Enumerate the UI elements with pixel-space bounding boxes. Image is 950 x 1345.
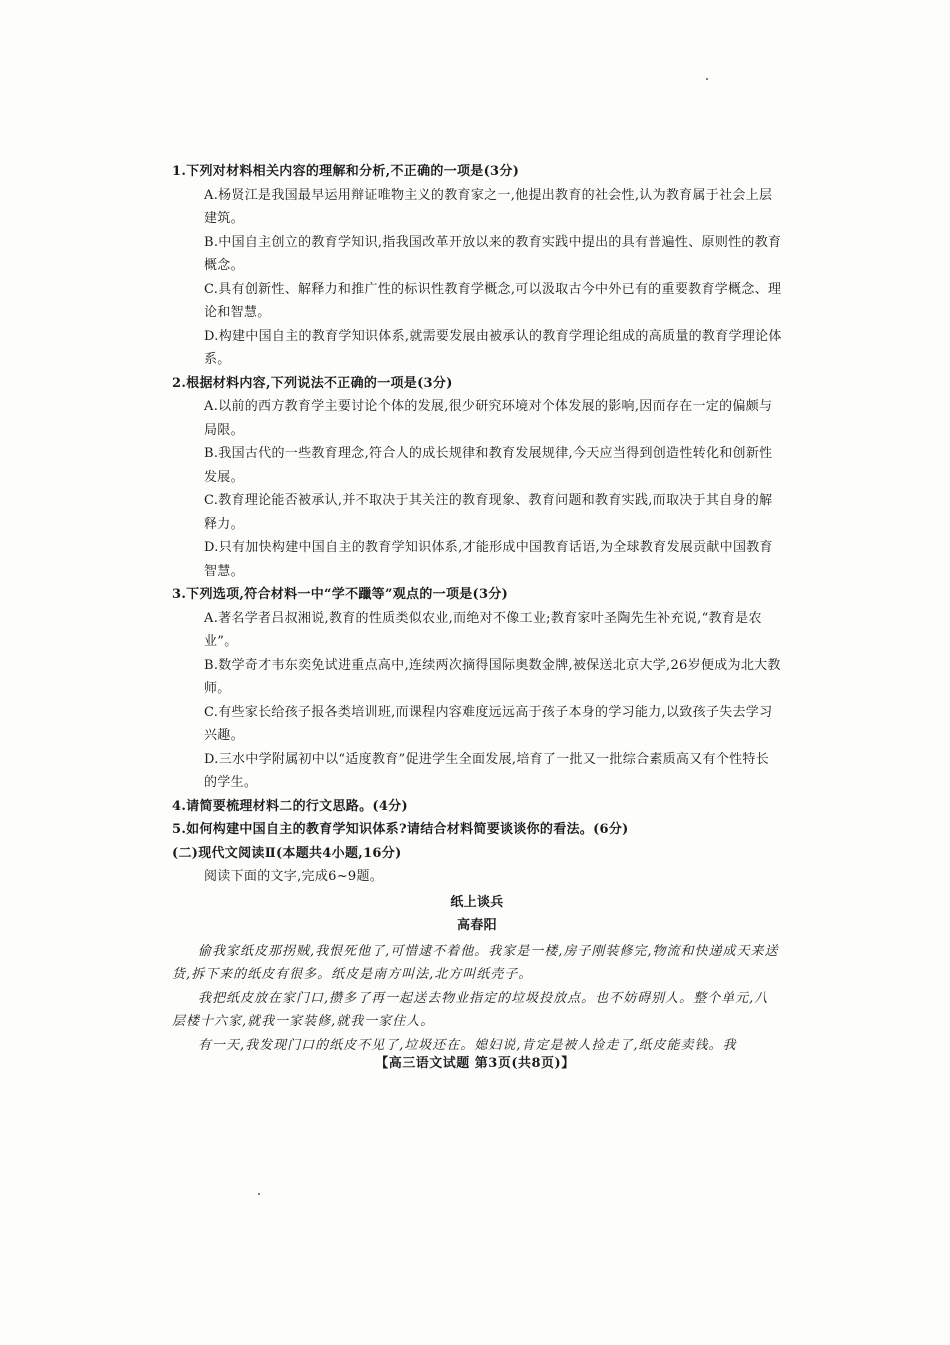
scan-speck xyxy=(258,1193,260,1195)
page-content xyxy=(172,160,782,1057)
question-3-option-b: B.数学奇才韦东奕免试进重点高中,连续两次摘得国际奥数金牌,被保送北京大学,26岁便成为北大教师。 xyxy=(204,657,781,696)
question-1-option-c: C.具有创新性、解释力和推广性的标识性教育学概念,可以汲取古今中外已有的重要教育学概念、理论和智慧。 xyxy=(204,281,782,320)
story-paragraph: 我把纸皮放在家门口,攒多了再一起送去物业指定的垃圾投放点。也不妨碍别人。整个单元,八层楼十六家,就我一家装修,就我一家住人。 xyxy=(172,990,769,1029)
question-2-option-d: D.只有加快构建中国自主的教育学知识体系,才能形成中国教育话语,为全球教育发展贡献中国教育智慧。 xyxy=(204,540,773,579)
question-3-option-c: C.有些家长给孩子报各类培训班,而课程内容难度远远高于孩子本身的学习能力,以致孩子失去学习兴趣。 xyxy=(204,704,773,743)
question-5: 5.如何构建中国自主的教育学知识体系?请结合材料简要谈谈你的看法。(6分) xyxy=(172,822,629,837)
story-paragraph: 偷我家纸皮那拐贼,我恨死他了,可惜逮不着他。我家是一楼,房子刚装修完,物流和快递成天来送货,拆下来的纸皮有很多。纸皮是南方叫法,北方叫纸壳子。 xyxy=(172,943,779,982)
question-4: 4.请简要梳理材料二的行文思路。(4分) xyxy=(172,798,408,814)
question-1-option-a: A.杨贤江是我国最早运用辩证唯物主义的教育家之一,他提出教育的社会性,认为教育属于社会上层建筑。 xyxy=(204,187,773,226)
question-3-option-d: D.三水中学附属初中以“适度教育”促进学生全面发展,培育了一批又一批综合素质高又有个性特长的学生。 xyxy=(204,751,770,790)
question-1-option-d: D.构建中国自主的教育学知识体系,就需要发展由被承认的教育学理论组成的高质量的教育学理论体系。 xyxy=(204,328,782,367)
page-footer: 【高三语文试题 第3页(共8页)】 xyxy=(375,1056,575,1071)
story-body xyxy=(172,940,782,1058)
question-2-option-c: C.教育理论能否被承认,并不取决于其关注的教育现象、教育问题和教育实践,而取决于其自身的解释力。 xyxy=(204,493,773,532)
reading-instruction: 阅读下面的文字,完成6~9题。 xyxy=(204,869,384,884)
story-paragraph: 有一天,我发现门口的纸皮不见了,垃圾还在。媳妇说,肯定是被人捡走了,纸皮能卖钱。我 xyxy=(198,1037,737,1053)
question-3-option-a: A.著名学者吕叔湘说,教育的性质类似农业,而绝对不像工业;教育家叶圣陶先生补充说,“教育是农业”。 xyxy=(204,610,762,649)
scan-speck xyxy=(706,78,708,80)
question-1-stem: 1.下列对材料相关内容的理解和分析,不正确的一项是(3分) xyxy=(172,164,520,179)
question-1-option-b: B.中国自主创立的教育学知识,指我国改革开放以来的教育实践中提出的具有普遍性、原则性的教育概念。 xyxy=(204,234,782,273)
story-title: 纸上谈兵 xyxy=(450,894,504,910)
story-author: 高春阳 xyxy=(457,918,497,933)
question-2-option-a: A.以前的西方教育学主要讨论个体的发展,很少研究环境对个体发展的影响,因而存在一定的偏颇与局限。 xyxy=(204,399,773,438)
question-3-stem: 3.下列选项,符合材料一中“学不躐等”观点的一项是(3分) xyxy=(172,587,509,602)
question-2-stem: 2.根据材料内容,下列说法不正确的一项是(3分) xyxy=(172,375,453,391)
question-2-option-b: B.我国古代的一些教育理念,符合人的成长规律和教育发展规律,今天应当得到创造性转化和创新性发展。 xyxy=(204,446,773,485)
section-heading: (二)现代文阅读Ⅱ(本题共4小题,16分) xyxy=(172,845,402,861)
